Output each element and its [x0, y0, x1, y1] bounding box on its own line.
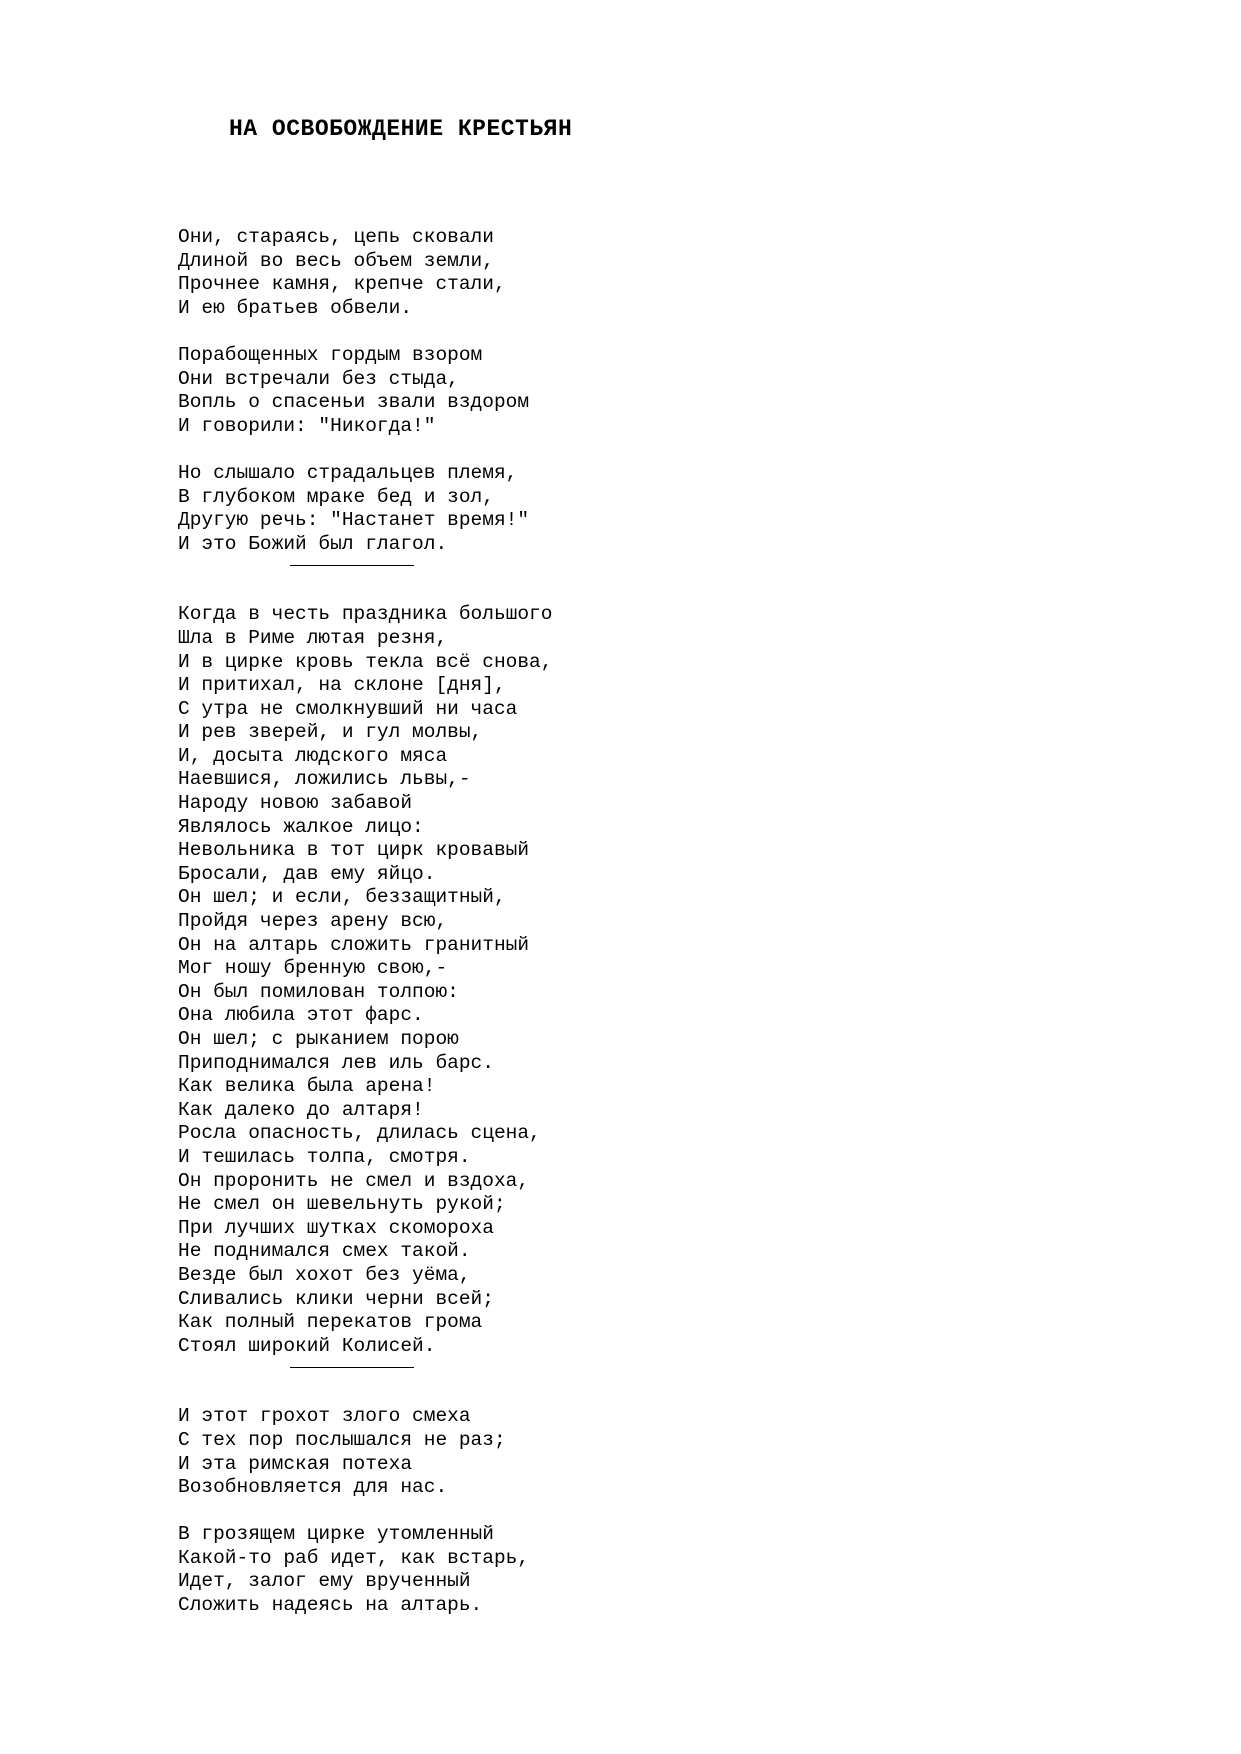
poem-line: Бросали, дав ему яйцо.	[178, 862, 436, 885]
stanza-5	[178, 1405, 878, 1499]
poem-line: Он шел; и если, беззащитный,	[178, 886, 506, 909]
poem-line: Народу новою забавой	[178, 792, 413, 815]
stanza-gap	[178, 1500, 878, 1524]
poem-line: Шла в Риме лютая резня,	[178, 626, 448, 649]
poem-line: Он шел; с рыканием порою	[178, 1028, 459, 1050]
stanza-1	[178, 226, 878, 320]
section-divider	[290, 1367, 414, 1368]
poem-line: Как далеко до алтаря!	[178, 1098, 424, 1121]
stanza-6	[178, 1523, 878, 1617]
poem-line: Вопль о спасеньи звали вздором	[178, 391, 530, 414]
poem-line: И ею братьев обвели.	[178, 296, 413, 319]
poem-line: Стоял широкий Колисей.	[178, 1334, 436, 1357]
poem-line: И говорили: "Никогда!"	[178, 414, 436, 437]
poem-line: Везде был хохот без уёма,	[178, 1263, 471, 1286]
page-title: НА ОСВОБОЖДЕНИЕ КРЕСТЬЯН	[229, 116, 573, 142]
poem-line: Возобновляется для нас.	[178, 1476, 448, 1499]
stanza-3	[178, 462, 878, 556]
poem-line: И в цирке кровь текла всё снова,	[178, 650, 553, 673]
poem-line: Он проронить не смел и вздоха,	[178, 1169, 530, 1192]
poem-line: Не поднимался смех такой.	[178, 1240, 471, 1263]
poem-line: Идет, залог ему врученный	[178, 1570, 471, 1593]
poem-line: В глубоком мраке бед и зол,	[178, 485, 494, 508]
poem-line: Наевшися, ложились львы,-	[178, 768, 471, 791]
poem-line: Порабощенных гордым взором	[178, 343, 483, 366]
poem-line: Сливались клики черни всей;	[178, 1287, 494, 1310]
poem-line: Она любила этот фарс.	[178, 1004, 424, 1027]
poem-line: Они, стараясь, цепь сковали	[178, 226, 494, 248]
poem-line: Длиной во весь объем земли,	[178, 249, 494, 272]
poem-line: Он на алтарь сложить гранитный	[178, 933, 530, 956]
section-divider	[290, 565, 414, 566]
poem-line: Мог ношу бренную свою,-	[178, 957, 448, 980]
poem-line: Не смел он шевельнуть рукой;	[178, 1193, 506, 1216]
poem-line: Сложить надеясь на алтарь.	[178, 1594, 483, 1617]
stanza-gap	[178, 438, 878, 462]
poem-line: Приподнимался лев иль барс.	[178, 1051, 494, 1074]
poem-line: Какой-то раб идет, как встарь,	[178, 1546, 530, 1569]
poem-line: Он был помилован толпою:	[178, 980, 459, 1003]
poem-line: И этот грохот злого смеха	[178, 1405, 471, 1428]
poem-line: Но слышало страдальцев племя,	[178, 461, 518, 484]
poem-line: И тешилась толпа, смотря.	[178, 1145, 471, 1168]
stanza-gap	[178, 320, 878, 344]
poem-line: Прочнее камня, крепче стали,	[178, 273, 506, 296]
poem-line: Являлось жалкое лицо:	[178, 815, 424, 838]
poem-line: Невольника в тот цирк кровавый	[178, 839, 530, 862]
poem-line: Когда в честь праздника большого	[178, 603, 553, 626]
poem-line: И, досыта людского мяса	[178, 744, 448, 767]
poem-line: С утра не смолкнувший ни часа	[178, 697, 518, 720]
poem-line: С тех пор послышался не раз;	[178, 1428, 506, 1451]
poem-line: И это Божий был глагол.	[178, 532, 448, 555]
poem-line: И эта римская потеха	[178, 1452, 413, 1475]
poem-line: Как полный перекатов грома	[178, 1311, 483, 1334]
stanza-4	[178, 603, 878, 1358]
poem-line: И рев зверей, и гул молвы,	[178, 721, 483, 744]
poem-line: Росла опасность, длилась сцена,	[178, 1122, 541, 1145]
poem-line: Они встречали без стыда,	[178, 367, 459, 390]
stanza-2	[178, 344, 878, 438]
poem-body	[178, 226, 878, 1618]
poem-line: Другую речь: "Настанет время!"	[178, 509, 530, 532]
poem-line: В грозящем цирке утомленный	[178, 1523, 494, 1546]
poem-line: Как велика была арена!	[178, 1075, 436, 1098]
poem-line: При лучших шутках скомороха	[178, 1216, 494, 1239]
poem-line: И притихал, на склоне [дня],	[178, 674, 506, 697]
poem-line: Пройдя через арену всю,	[178, 910, 448, 933]
